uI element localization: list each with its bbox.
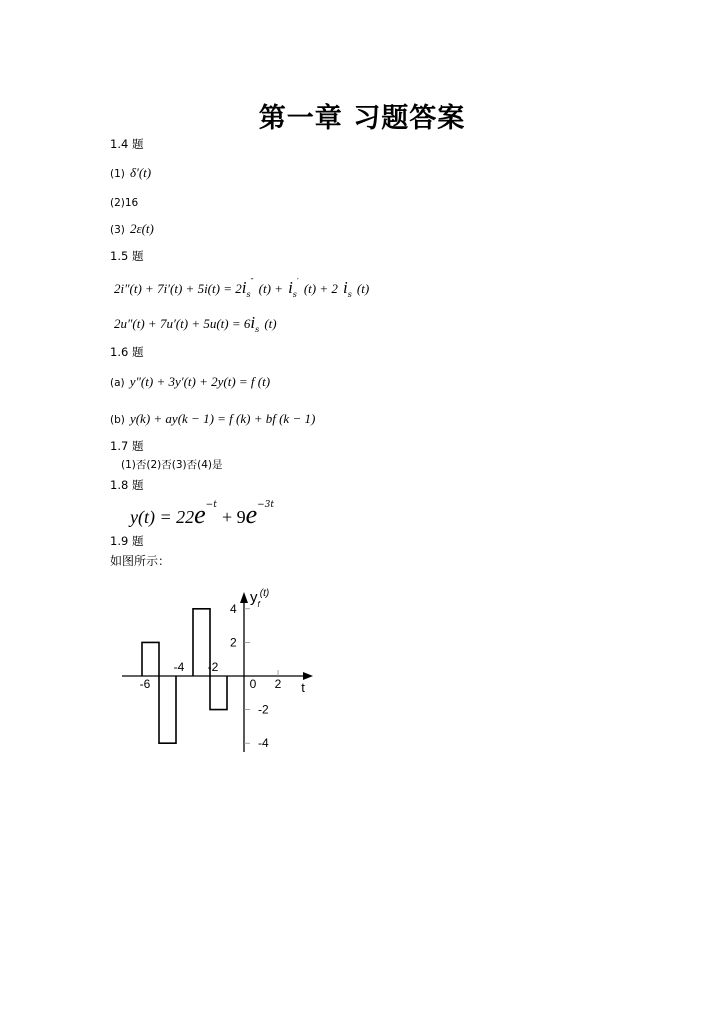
exponent: −t: [205, 500, 217, 510]
item-label: (a): [110, 377, 125, 389]
heading-1-8: 1.8 题: [110, 478, 144, 492]
current-symbol: i: [342, 278, 348, 297]
subscript: s: [347, 290, 352, 299]
item-number: (2)16: [110, 197, 139, 209]
signal-segment-1: [142, 642, 159, 676]
eq-term: (t) + 2: [303, 281, 338, 296]
eq-lhs: 2u″(t) + 7u′(t) + 5u(t) = 6: [114, 316, 251, 331]
math-expression: y″(t) + 3y′(t) + 2y(t) = f (t): [129, 374, 271, 389]
eq-term: (t): [356, 281, 370, 296]
math-expression: 2ε(t): [129, 221, 154, 236]
page-title: 第一章 习题答案: [258, 103, 466, 134]
heading-1-7: 1.7 题: [110, 439, 144, 453]
subscript: s: [246, 290, 251, 299]
heading-1-9: 1.9 题: [110, 534, 144, 548]
y-axis-arrow: [240, 592, 248, 603]
heading-1-4: 1.4 题: [110, 137, 144, 151]
y-tick-label: -2: [258, 702, 269, 717]
current-symbol: i: [241, 278, 247, 297]
eq-lhs: y(t) = 22: [130, 507, 195, 527]
y-axis-label: $y_f^{(t)}$: [250, 588, 270, 609]
current-symbol: i: [288, 278, 293, 297]
signal-segment-4: [210, 676, 227, 710]
eq-term: (t) +: [258, 281, 283, 296]
x-tick-label: -2: [207, 660, 219, 674]
x-tick-label: -4: [173, 660, 185, 674]
item-number: (3): [110, 224, 125, 236]
math-expression: δ′(t): [129, 165, 152, 180]
heading-1-5: 1.5 题: [110, 249, 144, 263]
euler-e: e: [245, 500, 258, 529]
item-number: (1): [110, 168, 125, 180]
x-tick-label: 0: [249, 677, 257, 691]
euler-e: e: [194, 500, 206, 529]
x-axis-arrow: [303, 672, 313, 680]
heading-1-6: 1.6 题: [110, 345, 144, 359]
item-label: (b): [110, 414, 125, 426]
figure-caption: 如图所示：: [110, 554, 171, 568]
eq-term: + 9: [221, 507, 246, 527]
y-tick-label: 4: [230, 601, 237, 616]
x-tick-label: -6: [139, 677, 151, 691]
exponent: −3t: [257, 500, 275, 510]
signal-segment-2: [159, 676, 176, 743]
answer-1-7: (1)否(2)否(3)否(4)是: [121, 459, 223, 471]
subscript: s: [292, 290, 297, 299]
eq-lhs: 2i″(t) + 7i′(t) + 5i(t) = 2: [114, 281, 242, 296]
current-symbol: i: [250, 313, 256, 332]
x-axis-label: t: [301, 680, 305, 695]
y-tick-label: -4: [258, 736, 269, 751]
subscript: s: [255, 325, 260, 334]
math-expression: y(k) + ay(k − 1) = f (k) + bf (k − 1): [129, 411, 316, 426]
prime: ″: [250, 277, 254, 286]
y-tick-label: 2: [230, 635, 237, 650]
prime: ′: [296, 277, 299, 286]
x-tick-label: 2: [274, 677, 282, 691]
eq-term: (t): [264, 316, 277, 331]
chart-layer: [122, 588, 313, 752]
